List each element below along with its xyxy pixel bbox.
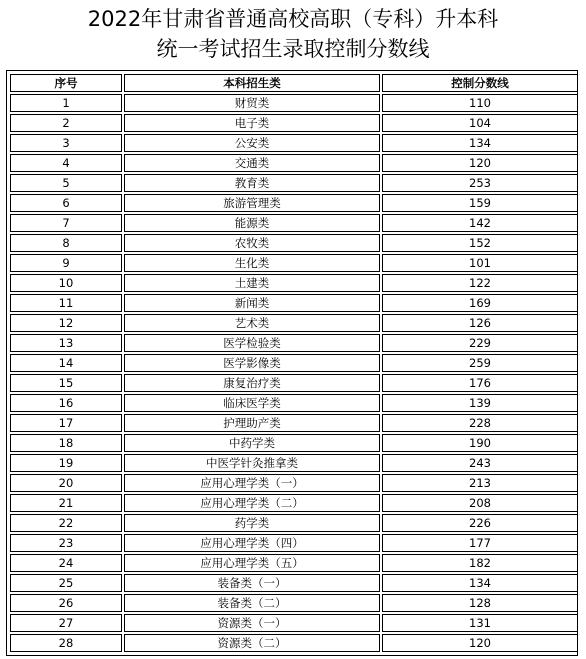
row-index: 16: [10, 394, 122, 412]
row-index: 23: [10, 534, 122, 552]
row-category: 公安类: [124, 134, 380, 152]
row-score: 142: [382, 214, 578, 232]
row-score: 243: [382, 454, 578, 472]
row-score: 228: [382, 414, 578, 432]
row-category: 农牧类: [124, 234, 380, 252]
row-category: 土建类: [124, 274, 380, 292]
table-row: [10, 554, 578, 572]
table-row: [10, 454, 578, 472]
table-row: [10, 274, 578, 292]
title-line-1: 2022年甘肃省普通高校高职（专科）升本科: [87, 7, 499, 31]
row-category: 新闻类: [124, 294, 380, 312]
row-category: 电子类: [124, 114, 380, 132]
row-index: 25: [10, 574, 122, 592]
row-score: 159: [382, 194, 578, 212]
row-category: 康复治疗类: [124, 374, 380, 392]
row-score: 226: [382, 514, 578, 532]
row-category: 应用心理学类（二）: [124, 494, 380, 512]
row-index: 20: [10, 474, 122, 492]
row-index: 28: [10, 634, 122, 652]
table-row: [10, 134, 578, 152]
table-row: [10, 394, 578, 412]
row-score: 190: [382, 434, 578, 452]
row-score: 253: [382, 174, 578, 192]
table-row: [10, 374, 578, 392]
row-category: 能源类: [124, 214, 380, 232]
row-score: 208: [382, 494, 578, 512]
row-score: 120: [382, 154, 578, 172]
table-row: [10, 634, 578, 652]
row-score: 139: [382, 394, 578, 412]
row-category: 资源类（二）: [124, 634, 380, 652]
table-row: [10, 194, 578, 212]
table-header-row: [10, 74, 578, 92]
row-score: 126: [382, 314, 578, 332]
row-category: 中医学针灸推拿类: [124, 454, 380, 472]
row-score: 259: [382, 354, 578, 372]
document-title: [0, 4, 586, 64]
score-table: [8, 72, 580, 654]
row-category: 旅游管理类: [124, 194, 380, 212]
row-score: 120: [382, 634, 578, 652]
row-index: 3: [10, 134, 122, 152]
row-index: 14: [10, 354, 122, 372]
row-score: 101: [382, 254, 578, 272]
row-category: 财贸类: [124, 94, 380, 112]
row-score: 134: [382, 134, 578, 152]
row-score: 134: [382, 574, 578, 592]
row-score: 169: [382, 294, 578, 312]
table-row: [10, 294, 578, 312]
row-category: 艺术类: [124, 314, 380, 332]
table-row: [10, 474, 578, 492]
table-row: [10, 94, 578, 112]
row-category: 应用心理学类（四）: [124, 534, 380, 552]
header-score: 控制分数线: [382, 74, 578, 92]
table-row: [10, 114, 578, 132]
row-score: 213: [382, 474, 578, 492]
title-line-2: 统一考试招生录取控制分数线: [156, 37, 430, 61]
row-index: 18: [10, 434, 122, 452]
header-category: 本科招生类: [124, 74, 380, 92]
row-category: 资源类（一）: [124, 614, 380, 632]
row-score: 122: [382, 274, 578, 292]
row-index: 24: [10, 554, 122, 572]
table-row: [10, 514, 578, 532]
row-category: 装备类（一）: [124, 574, 380, 592]
table-row: [10, 574, 578, 592]
row-index: 2: [10, 114, 122, 132]
table-row: [10, 434, 578, 452]
header-index: 序号: [10, 74, 122, 92]
table-row: [10, 494, 578, 512]
table-row: [10, 174, 578, 192]
row-index: 12: [10, 314, 122, 332]
row-score: 104: [382, 114, 578, 132]
row-index: 9: [10, 254, 122, 272]
row-category: 中药学类: [124, 434, 380, 452]
score-table-frame: [6, 70, 578, 656]
row-index: 26: [10, 594, 122, 612]
row-category: 教育类: [124, 174, 380, 192]
row-index: 7: [10, 214, 122, 232]
table-row: [10, 214, 578, 232]
row-index: 13: [10, 334, 122, 352]
row-category: 装备类（二）: [124, 594, 380, 612]
row-score: 176: [382, 374, 578, 392]
row-category: 医学影像类: [124, 354, 380, 372]
row-index: 22: [10, 514, 122, 532]
row-index: 5: [10, 174, 122, 192]
table-row: [10, 234, 578, 252]
row-category: 药学类: [124, 514, 380, 532]
row-score: 229: [382, 334, 578, 352]
row-index: 6: [10, 194, 122, 212]
row-index: 1: [10, 94, 122, 112]
table-row: [10, 254, 578, 272]
row-index: 15: [10, 374, 122, 392]
row-category: 医学检验类: [124, 334, 380, 352]
row-score: 177: [382, 534, 578, 552]
row-index: 17: [10, 414, 122, 432]
table-row: [10, 154, 578, 172]
table-row: [10, 594, 578, 612]
row-score: 110: [382, 94, 578, 112]
table-row: [10, 534, 578, 552]
row-index: 21: [10, 494, 122, 512]
row-index: 19: [10, 454, 122, 472]
row-index: 11: [10, 294, 122, 312]
table-row: [10, 314, 578, 332]
row-index: 27: [10, 614, 122, 632]
row-category: 应用心理学类（五）: [124, 554, 380, 572]
row-category: 护理助产类: [124, 414, 380, 432]
table-row: [10, 354, 578, 372]
row-category: 应用心理学类（一）: [124, 474, 380, 492]
row-index: 10: [10, 274, 122, 292]
row-score: 152: [382, 234, 578, 252]
row-score: 128: [382, 594, 578, 612]
row-score: 182: [382, 554, 578, 572]
row-category: 临床医学类: [124, 394, 380, 412]
row-index: 4: [10, 154, 122, 172]
row-index: 8: [10, 234, 122, 252]
row-category: 交通类: [124, 154, 380, 172]
table-row: [10, 334, 578, 352]
row-category: 生化类: [124, 254, 380, 272]
row-score: 131: [382, 614, 578, 632]
table-row: [10, 614, 578, 632]
table-row: [10, 414, 578, 432]
